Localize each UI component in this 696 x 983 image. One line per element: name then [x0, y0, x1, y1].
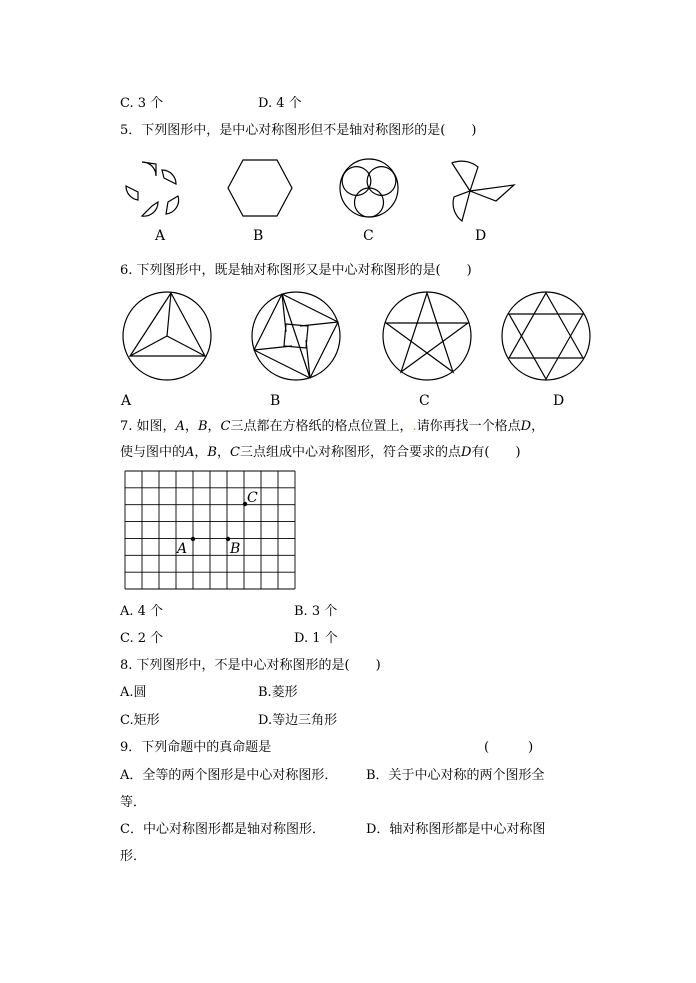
q6-label-c: C [419, 393, 430, 409]
q6-figure-c-circle-pentagram [381, 290, 473, 382]
q8-option-c: C.矩形 [120, 713, 160, 728]
q6-label-d: D [553, 393, 565, 409]
q9-option-d-cont: 形． [120, 849, 147, 864]
q9-option-d: D．轴对称图形都是中心对称图 [366, 822, 546, 837]
q9-option-c: C．中心对称图形都是轴对称图形． [120, 822, 325, 837]
q6-figure-d-circle-hexagram [500, 290, 592, 382]
q5-figure-b-hexagon [226, 158, 294, 218]
q5-label-a: A [155, 228, 166, 244]
q4-option-d: D. 4 个 [258, 96, 302, 111]
q7-option-b: B. 3 个 [294, 604, 338, 619]
q8-option-b: B.菱形 [258, 685, 298, 700]
q6-stem: 6. 下列图形中，既是轴对称图形又是中心对称图形的是( ) [120, 263, 472, 278]
q8-option-d: D.等边三角形 [258, 713, 338, 728]
grid-label-c: C [247, 490, 258, 506]
grid-point-a [191, 537, 195, 541]
q7-option-a: A. 4 个 [120, 604, 164, 619]
q4-option-c: C. 3 个 [120, 96, 164, 111]
q8-stem: 8. 下列图形中，不是中心对称图形的是( ) [120, 658, 381, 673]
q9-option-a: A．全等的两个图形是中心对称图形． [120, 768, 338, 783]
q7-option-c: C. 2 个 [120, 631, 164, 646]
q8-option-a: A.圆 [120, 685, 147, 700]
grid-label-a: A [177, 541, 188, 557]
q5-figure-a-pinwheel [122, 160, 198, 220]
q5-figure-c-circle-arcs [338, 157, 400, 219]
q5-figure-d-triskelion [448, 157, 516, 225]
q5-label-b: B [253, 228, 264, 244]
q9-bracket: ( ) [484, 740, 534, 755]
q7-grid-figure [124, 470, 298, 590]
q6-figure-a-circle-triangle [121, 290, 213, 382]
q9-option-b: B．关于中心对称的两个图形全 [366, 768, 545, 783]
q7-option-d: D. 1 个 [294, 631, 338, 646]
q7-stem-line2: 使与图中的A，B，C三点组成中心对称图形，符合要求的点D有( ) [120, 445, 521, 460]
grid-label-b: B [230, 541, 241, 557]
q5-stem: 5．下列图形中，是中心对称图形但不是轴对称图形的是( ) [120, 123, 477, 138]
q6-figure-b-circle-squares [250, 290, 342, 382]
q6-label-b: B [270, 393, 281, 409]
q9-option-b-cont: 等． [120, 795, 147, 810]
q5-label-d: D [475, 228, 487, 244]
q6-label-a: A [121, 393, 132, 409]
q9-stem: 9．下列命题中的真命题是 [120, 740, 272, 755]
q5-label-c: C [363, 228, 374, 244]
q7-stem-line1: 7. 如图，A，B，C三点都在方格纸的格点位置上，.请你再找一个格点D， [120, 419, 545, 434]
